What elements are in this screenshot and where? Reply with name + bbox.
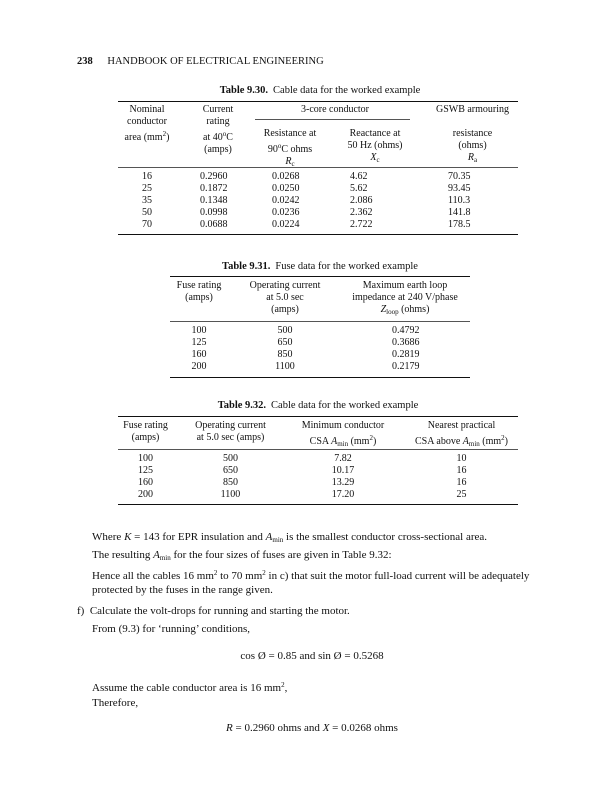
table-cell: 25 [456,489,467,500]
table-cell: 7.82 [334,453,352,464]
table-cell: 16 [456,465,467,476]
table-cell: 200 [138,489,153,500]
table-9-30-col-area [118,171,176,231]
list-marker: f) [77,605,85,617]
table-cell: 5.62 [350,183,368,194]
table-9-32-col-fuse [118,453,173,501]
body-paragraph-6: Assume the cable conductor area is 16 $mm^2$, [92,681,288,694]
table-9-32-col-nearest [405,453,518,501]
table-9-30-header-nominal: Nominal conductor area $(mm^2)$ [124,104,170,143]
table-9-31-col-loop [392,325,420,373]
table-9-30-col-armour [448,171,471,231]
table-9-30-col-reactance [350,171,373,231]
body-paragraph-7: Therefore, [92,697,139,709]
table-cell: 16 [456,477,467,488]
table-9-32-header-rule [118,449,518,450]
table-9-30-header-current: Current rating at 40$^o$C (amps) [202,104,234,155]
table-9-30-col-resistance [272,171,300,231]
table-cell: 178.5 [448,219,471,230]
running-title: HANDBOOK OF ELECTRICAL ENGINEERING [107,56,324,67]
table-cell: 200 [191,361,207,372]
table-cell: 13.29 [331,477,355,488]
table-cell: 93.45 [448,183,471,194]
table-9-30-header-reactance: Reactance at 50 Hz (ohms) $X_c$ [347,128,403,164]
table-cell: 25 [142,183,152,194]
equation-cos-sin: cos Ø = 0.85 and sin Ø = 0.5268 [240,650,384,662]
table-9-31-header-rule [170,321,470,322]
table-cell: 125 [191,337,207,348]
table-cell: 17.20 [331,489,355,500]
body-paragraph-2: The resulting $A_{min}$ for the four sizes of fuses are given in Table 9.32: [92,549,392,562]
table-9-32-header-min-csa: Minimum conductor CSA $A_{min}$ $(mm^2)$ [301,420,385,448]
table-9-32-col-min-csa [288,453,398,501]
table-cell: 500 [277,325,293,336]
table-9-31-top-rule [170,276,470,277]
table-cell: 2.086 [350,195,373,206]
table-9-32-header-nearest: Nearest practical CSA above $A_{min}$ $(mm^2)$ [414,420,508,448]
table-9-31-header-loop: Maximum earth loop impedance at 240 V/phase $Z_{loop}$ (ohms) [352,280,458,316]
equation-r-x: R = 0.2960 ohms and X = 0.0268 ohms [226,722,398,734]
table-cell: 70.35 [448,171,471,182]
table-cell: 0.3686 [392,337,420,348]
table-9-30-header-resistance: Resistance at 90$^o$C ohms $R_c$ [263,128,317,168]
table-9-32-top-rule [118,416,518,417]
table-cell: 1100 [220,489,241,500]
table-cell: 0.0242 [272,195,300,206]
table-9-32-caption: Table 9.32. Cable data for the worked example [217,400,419,411]
table-9-31-header-fuse: Fuse rating (amps) [176,280,222,303]
table-9-30-caption: Table 9.30. Cable data for the worked example [219,85,421,96]
table-cell: 141.8 [448,207,471,218]
table-cell: 0.4792 [392,325,420,336]
table-cell: 0.2179 [392,361,420,372]
body-paragraph-3: Hence all the cables 16 $mm^2$ to 70 $mm^2$ in c) that suit the motor full-load current will be adequately protected by the fuses in the range given. [92,569,530,596]
table-cell: 50 [142,207,152,218]
table-9-32-header-fuse: Fuse rating (amps) [123,420,168,443]
body-paragraph-5: From (9.3) for ‘running’ conditions, [92,623,251,635]
table-cell: 0.0236 [272,207,300,218]
table-cell: 125 [138,465,153,476]
table-cell: 0.1348 [200,195,228,206]
table-9-31-caption: Table 9.31. Fuse data for the worked example [222,261,418,272]
table-9-32-bottom-rule [118,504,518,505]
table-9-30-header-armour-resistance: resistance (ohms) $R_a$ [452,128,493,164]
table-cell: 16 [142,171,152,182]
table-cell: 2.362 [350,207,373,218]
running-header [77,56,324,67]
table-9-31-col-fuse [170,325,228,373]
table-9-31-header-operating: Operating current at 5.0 sec (amps) [249,280,321,315]
table-9-30-header-rule [118,167,518,168]
table-cell: 4.62 [350,171,368,182]
table-9-32-col-operating [183,453,278,501]
body-paragraph-1: Where K = 143 for EPR insulation and $A_{min}$ is the smallest conductor cross-sectional area. [92,531,488,544]
table-cell: 0.0268 [272,171,300,182]
table-cell: 650 [223,465,238,476]
table-cell: 850 [223,477,238,488]
table-cell: 70 [142,219,152,230]
table-9-30-3core-rule [255,119,410,120]
table-cell: 160 [191,349,207,360]
table-9-31-bottom-rule [170,377,470,378]
table-cell: 110.3 [448,195,471,206]
table-cell: 10.17 [331,465,355,476]
table-9-32-header-operating: Operating current at 5.0 sec (amps) [195,420,266,443]
table-cell: 650 [277,337,293,348]
table-cell: 160 [138,477,153,488]
table-cell: 35 [142,195,152,206]
table-9-30-top-rule [118,101,518,102]
table-cell: 10 [456,453,467,464]
table-cell: 0.0688 [200,219,228,230]
table-cell: 2.722 [350,219,373,230]
table-cell: 1100 [275,361,295,372]
table-cell: 100 [191,325,207,336]
table-cell: 850 [277,349,293,360]
table-9-30-header-gswb: GSWB armouring [435,104,510,115]
table-cell: 500 [223,453,238,464]
table-9-31-col-operating [240,325,330,373]
page-number: 238 [77,56,93,67]
table-9-30-header-3core: 3-core conductor [300,104,370,115]
table-cell: 0.0250 [272,183,300,194]
table-cell: 100 [138,453,153,464]
table-cell: 0.1872 [200,183,228,194]
table-cell: 0.0998 [200,207,228,218]
table-9-30-col-current [200,171,228,231]
table-9-30-bottom-rule [118,234,518,235]
table-cell: 0.2819 [392,349,420,360]
table-cell: 0.0224 [272,219,300,230]
list-item-f: f) Calculate the volt-drops for running and starting the motor. [77,605,350,617]
table-cell: 0.2960 [200,171,228,182]
